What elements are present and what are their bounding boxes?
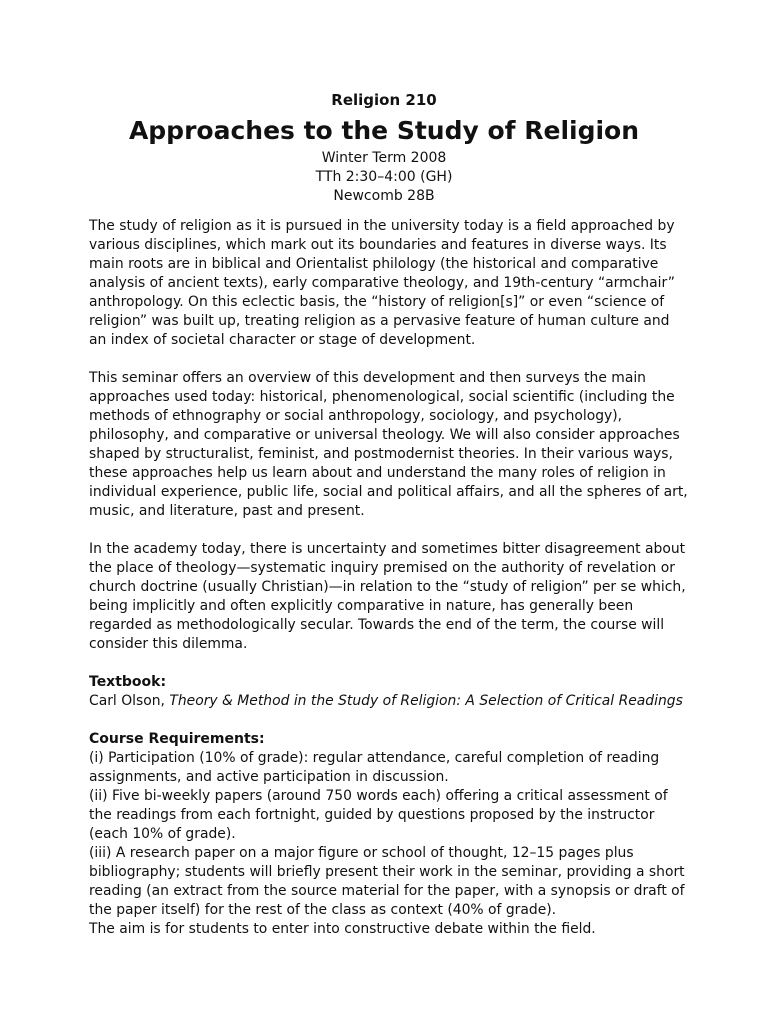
syllabus-header [0, 90, 768, 206]
textbook-title: Theory & Method in the Study of Religion: A Selection of Critical Readings [169, 693, 683, 709]
schedule-line: TTh 2:30–4:00 (GH) [315, 169, 453, 185]
textbook-author: Carl Olson, [89, 693, 170, 709]
requirements-heading: Course Requirements: [89, 731, 265, 747]
intro-paragraph-3: In the academy today, there is uncertainty and sometimes bitter disagreement about the place of theology—systematic inquiry premised on the authority of revelation or church doctrine (usually Christian)—in relation to the “study of religion” per se which, being implicitly and often explicitly comparative in nature, has generally been regarded as methodologically secular. Towards the end of the term, the course will consider this dilemma. [89, 541, 686, 652]
requirement-item: (i) Participation (10% of grade): regular attendance, careful completion of reading assignments, and active participation in discussion. [89, 750, 660, 785]
intro-paragraph-2: This seminar offers an overview of this development and then surveys the main approaches used today: historical, phenomenological, social scientific (including the methods of ethnography or social anthropology, sociology, and psychology), philosophy, and comparative or universal theology. We will also consider approaches shaped by structuralist, feminist, and postmodernist theories. In their various ways, these approaches help us learn about and understand the many roles of religion in individual experience, public life, social and political affairs, and all the spheres of art, music, and literature, past and present. [89, 370, 688, 519]
requirement-item: (ii) Five bi-weekly papers (around 750 words each) offering a critical assessment of the readings from each fortnight, guided by questions proposed by the instructor (each 10% of grade). [89, 788, 668, 842]
textbook-heading: Textbook: [89, 674, 167, 690]
requirements-aim: The aim is for students to enter into constructive debate within the field. [89, 921, 596, 937]
course-number: Religion 210 [331, 91, 437, 109]
intro-paragraph-1: The study of religion as it is pursued in the university today is a field approached by various disciplines, which mark out its boundaries and features in diverse ways. Its main roots are in biblical and Orientalist philology (the historical and comparative analysis of ancient texts), early comparative theology, and 19th-century “armchair” anthropology. On this eclectic basis, the “history of religion[s]” or even “science of religion” was built up, treating religion as a pervasive feature of human culture and an index of societal character or stage of development. [89, 218, 675, 348]
course-title: Approaches to the Study of Religion [128, 116, 640, 145]
location-line: Newcomb 28B [333, 188, 435, 204]
requirement-item: (iii) A research paper on a major figure or school of thought, 12–15 pages plus bibliography; students will briefly present their work in the seminar, providing a short reading (an extract from the source material for the paper, with a synopsis or draft of the paper itself) for the rest of the class as context (40% of grade). [89, 845, 685, 918]
syllabus-body [89, 217, 689, 939]
textbook-citation [89, 692, 689, 711]
term-line: Winter Term 2008 [321, 150, 447, 166]
